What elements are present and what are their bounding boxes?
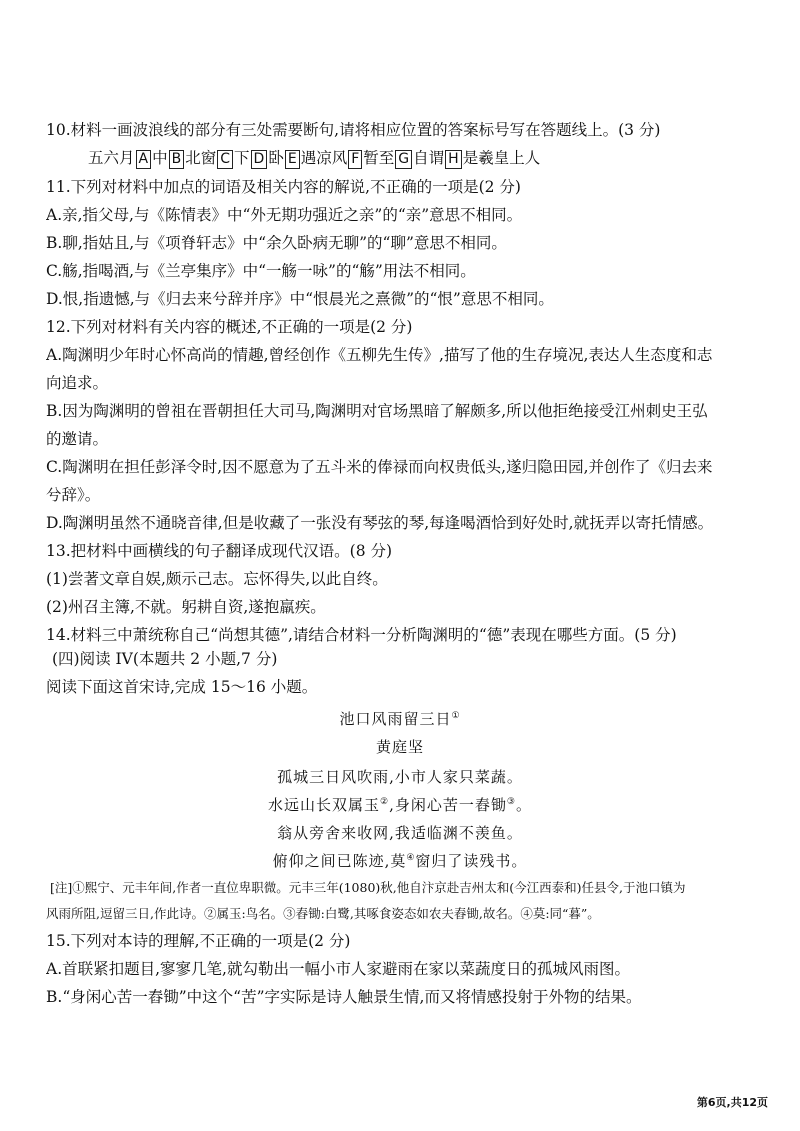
- poem-notes-line-1: [注]①熙宁、元丰年间,作者一直位卑职微。元丰三年(1080)秋,他自汴京赴吉州太和(今江西泰和)任县令,于池口镇为: [50, 880, 686, 895]
- answer-box-d: D: [251, 150, 268, 169]
- answer-box-g: G: [395, 150, 412, 169]
- section-4-heading: (四)阅读 IV(本题共 2 小题,7 分): [52, 650, 278, 668]
- answer-box-h: H: [445, 150, 462, 169]
- question-15-stem: 15.下列对本诗的理解,不正确的一项是(2 分): [46, 932, 351, 950]
- question-11-option-c: C.觞,指喝酒,与《兰亭集序》中“一觞一咏”的“觞”用法不相同。: [46, 262, 476, 280]
- page-number: 第6页,共12页: [696, 1096, 768, 1109]
- question-12-option-d: D.陶渊明虽然不通晓音律,但是收藏了一张没有琴弦的琴,每逢喝酒恰到好处时,就抚弄以寄托情感。: [46, 514, 714, 532]
- poem-line-2: 水远山长双属玉②,身闲心苦一舂锄③。: [268, 796, 532, 814]
- question-10-stem: 10.材料一画波浪线的部分有三处需要断句,请将相应位置的答案标号写在答题线上。(3 分): [46, 121, 661, 139]
- poem-line-1: 孤城三日风吹雨,小市人家只菜蔬。: [277, 768, 523, 786]
- segment: 北窗: [185, 149, 217, 167]
- question-14-stem: 14.材料三中萧统称自己“尚想其德”,请结合材料一分析陶渊明的“德”表现在哪些方面。(5 分): [46, 626, 677, 644]
- question-12-option-b-cont: 的邀请。: [46, 430, 109, 448]
- question-12-option-a-cont: 向追求。: [46, 374, 109, 392]
- answer-box-a: A: [136, 150, 152, 169]
- poem-line-4: 俯仰之间已陈迹,莫④窗归了读残书。: [272, 852, 528, 870]
- segment: 暂至: [363, 149, 395, 167]
- question-10-text: [88, 147, 800, 169]
- question-12-option-b: B.因为陶渊明的曾祖在晋朝担任大司马,陶渊明对官场黑暗了解颇多,所以他拒绝接受江州刺史王弘: [46, 402, 708, 420]
- footnote-marker: ①: [451, 711, 461, 721]
- segment: 遇凉风: [300, 149, 348, 167]
- question-12-stem: 12.下列对材料有关内容的概述,不正确的一项是(2 分): [46, 318, 413, 336]
- question-11-option-a: A.亲,指父母,与《陈情表》中“外无期功强近之亲”的“亲”意思不相同。: [46, 206, 523, 224]
- segment: 卧: [268, 149, 284, 167]
- segment: 自谓: [413, 149, 445, 167]
- poem-notes-line-2: 风雨所阻,逗留三日,作此诗。②属玉:鸟名。③舂锄:白鹭,其啄食姿态如农夫舂锄,故名。④莫:同“暮”。: [46, 906, 600, 921]
- question-13-stem: 13.把材料中画横线的句子翻译成现代汉语。(8 分): [46, 542, 393, 560]
- segment: 五六月: [88, 149, 135, 167]
- poem-line-3: 翁从旁舍来收网,我适临渊不羡鱼。: [277, 824, 523, 842]
- question-12-option-c-cont: 兮辞》。: [46, 486, 101, 504]
- question-11-stem: 11.下列对材料中加点的词语及相关内容的解说,不正确的一项是(2 分): [46, 178, 521, 196]
- footnote-marker: ③: [506, 797, 516, 807]
- section-4-instruction: 阅读下面这首宋诗,完成 15～16 小题。: [46, 678, 318, 696]
- answer-box-f: F: [348, 150, 362, 169]
- answer-box-b: B: [169, 150, 185, 169]
- question-11-option-b: B.聊,指姑且,与《项脊轩志》中“余久卧病无聊”的“聊”意思不相同。: [46, 234, 507, 252]
- question-13-item-1: (1)尝著文章自娱,颇示己志。忘怀得失,以此自终。: [46, 570, 388, 588]
- question-12-option-c: C.陶渊明在担任彭泽令时,因不愿意为了五斗米的俸禄而向权贵低头,遂归隐田园,并创作了《归去来: [46, 458, 713, 476]
- poem-author: 黄庭坚: [375, 738, 424, 756]
- question-12-option-a: A.陶渊明少年时心怀高尚的情趣,曾经创作《五柳先生传》,描写了他的生存境况,表达人生态度和志: [46, 346, 713, 364]
- question-15-option-a: A.首联紧扣题目,寥寥几笔,就勾勒出一幅小市人家避雨在家以菜蔬度日的孤城风雨图。: [46, 960, 630, 978]
- segment: 中: [152, 149, 168, 167]
- answer-box-e: E: [285, 150, 300, 169]
- footnote-marker: ②: [380, 797, 390, 807]
- poem-title: 池口风雨留三日①: [339, 710, 461, 728]
- question-13-item-2: (2)州召主簿,不就。躬耕自资,遂抱羸疾。: [46, 598, 326, 616]
- question-15-option-b: B.“身闲心苦一舂锄”中这个“苦”字实际是诗人触景生情,而又将情感投射于外物的结果。: [46, 988, 642, 1006]
- answer-box-c: C: [217, 150, 233, 169]
- segment: 是羲皇上人: [462, 149, 541, 167]
- question-11-option-d: D.恨,指遗憾,与《归去来兮辞并序》中“恨晨光之熹微”的“恨”意思不相同。: [46, 290, 554, 308]
- segment: 下: [234, 149, 250, 167]
- footnote-marker: ④: [406, 853, 416, 863]
